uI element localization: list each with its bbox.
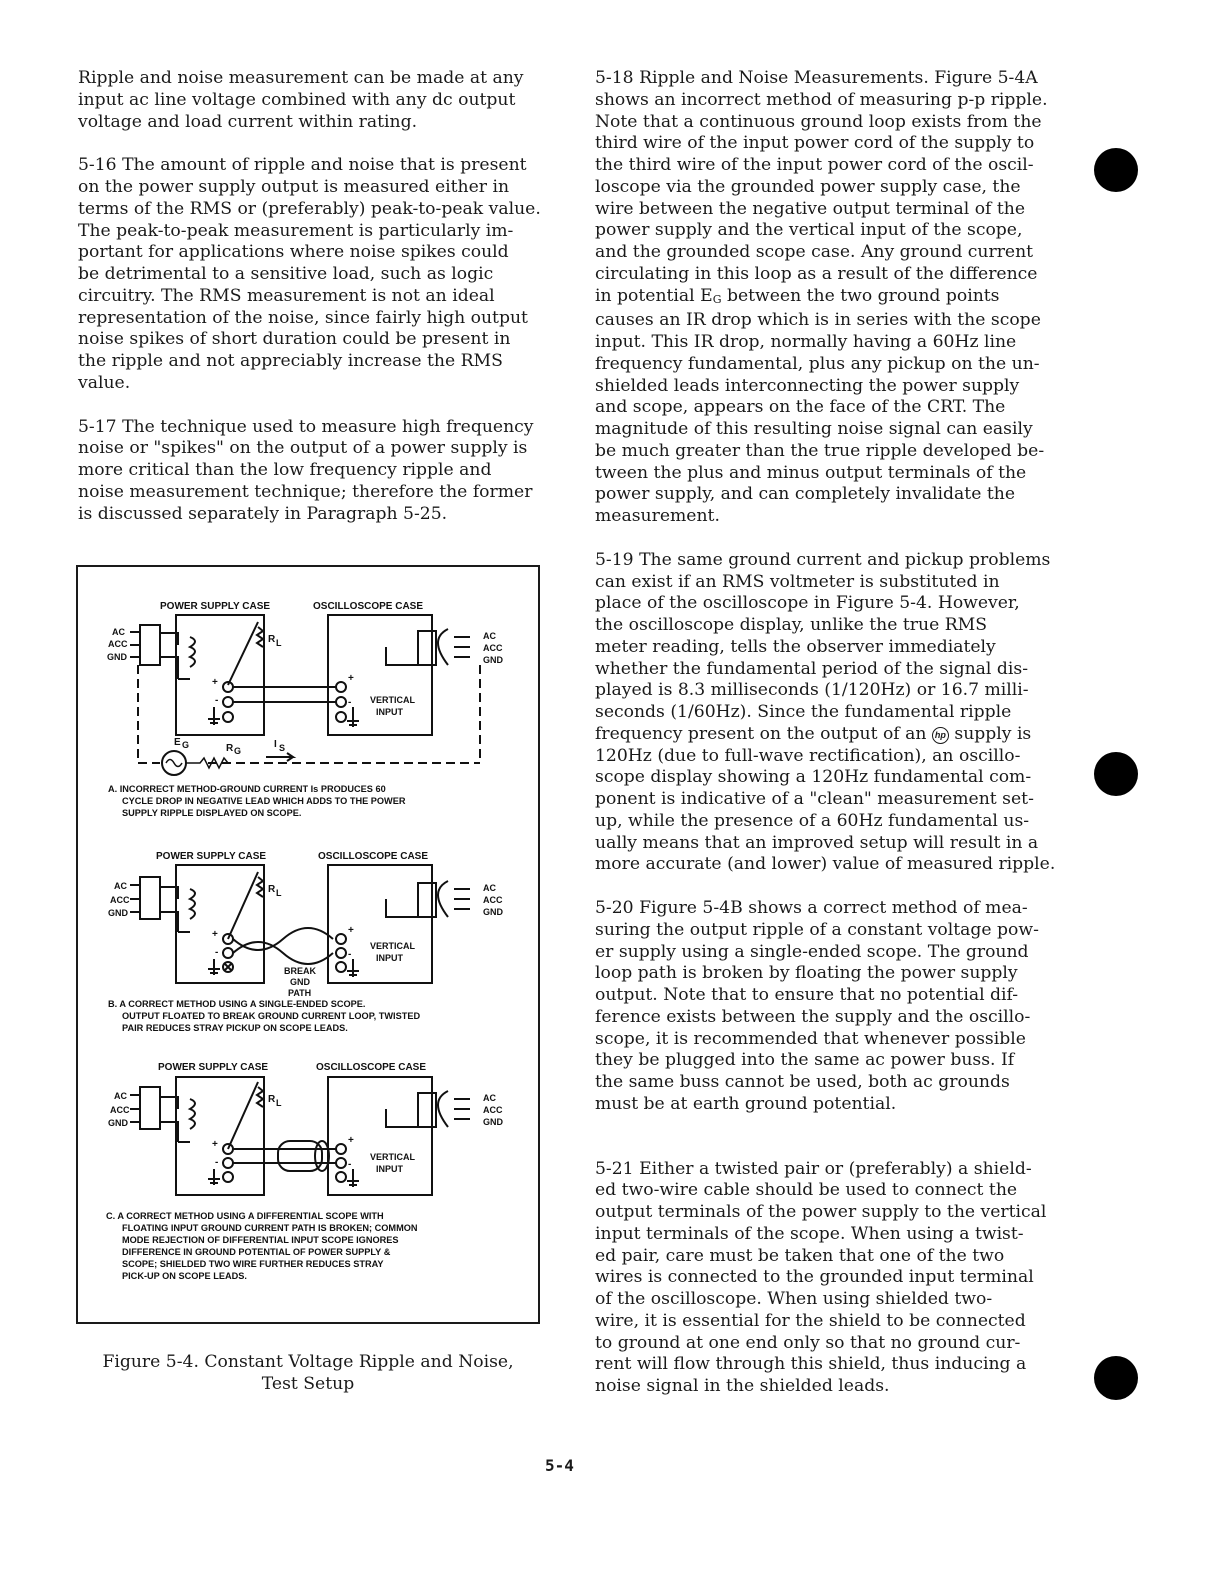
svg-text:INPUT: INPUT [376, 707, 403, 717]
punch-hole-bottom [1094, 1356, 1138, 1400]
svg-text:GND: GND [108, 908, 128, 918]
twisted-pair-b [233, 928, 333, 964]
transformer-a [190, 637, 195, 667]
scope-leads-a [233, 687, 336, 702]
paragraph-5-21: 5-21 Either a twisted pair or (preferably) a shield- ed two-wire cable should be used to connect the output terminals of the power supply to the vertical input terminals of the scope. When using a twist- ed pair, care must be taken that one of the two wires is connected to the grounded input terminal of the oscilloscope. When using shielded two- wire, it is essential for the shield to be connected to ground at one end only so that no ground cur- rent will flow through this shield, thus inducing a noise signal in the shielded leads. [595, 1158, 1047, 1396]
svg-text:E: E [174, 737, 181, 748]
svg-text:GND: GND [483, 1117, 503, 1127]
svg-text:-: - [348, 697, 352, 708]
caption-b-line-1: B. A CORRECT METHOD USING A SINGLE-ENDED SCOPE. [108, 999, 366, 1009]
scope-power-plug-c [438, 1091, 470, 1127]
oscilloscope-case-c [328, 1077, 432, 1195]
svg-text:PATH: PATH [288, 988, 312, 998]
svg-text:+: + [212, 929, 218, 940]
ground-symbol-scope-a [347, 707, 359, 727]
svg-text:-: - [215, 1157, 219, 1168]
power-supply-case-c [176, 1077, 264, 1195]
svg-text:GND: GND [290, 977, 310, 987]
transformer-c [190, 1099, 195, 1129]
load-resistor-c [228, 1082, 263, 1149]
paragraph-5-20: 5-20 Figure 5-4B shows a correct method of mea- suring the output ripple of a constant voltage pow- er supply using a single-ended scope. The ground loop path is broken by floating the power supply output. Note that to ensure that no potential dif- ference exists between the supply and the oscillo- scope, it is recommended that whenever possible they be plugged into the same ac power buss. If the same buss cannot be used, both ac grounds must be at earth ground potential. [595, 898, 1039, 1114]
caption-b-line-2: OUTPUT FLOATED TO BREAK GROUND CURRENT LOOP, TWISTED [122, 1011, 421, 1021]
power-plug-c [130, 1087, 190, 1142]
page-number: 5-4 [545, 1456, 574, 1475]
svg-text:G: G [234, 746, 242, 756]
ground-symbol-ps-c [208, 1169, 220, 1185]
caption-c-line-2: FLOATING INPUT GROUND CURRENT PATH IS BROKEN; COMMON [122, 1223, 418, 1233]
svg-text:ACC: ACC [110, 1105, 130, 1115]
svg-text:R: R [268, 634, 276, 645]
svg-text:+: + [212, 1139, 218, 1150]
svg-text:GND: GND [108, 1118, 128, 1128]
svg-text:AC: AC [114, 881, 127, 891]
svg-text:-: - [215, 695, 219, 706]
svg-text:R: R [268, 1094, 276, 1105]
svg-text:AC: AC [483, 1093, 496, 1103]
svg-text:AC: AC [483, 883, 496, 893]
power-supply-case-b [176, 865, 264, 983]
svg-text:L: L [276, 888, 282, 898]
svg-text:G: G [182, 740, 190, 750]
svg-text:GND: GND [107, 652, 127, 662]
scope-power-plug-a [438, 629, 470, 665]
left-column [78, 68, 563, 547]
oscilloscope-case-label-a: OSCILLOSCOPE CASE [313, 601, 424, 612]
break-gnd-x-b [224, 963, 232, 971]
load-resistor-b [228, 872, 263, 939]
svg-text:L: L [276, 1098, 282, 1108]
caption-a-line-1: A. INCORRECT METHOD-GROUND CURRENT Is PRODUCES 60 [108, 784, 386, 794]
svg-text:+: + [348, 673, 354, 684]
svg-text:L: L [276, 638, 282, 648]
power-supply-case-a [176, 615, 264, 735]
svg-text:AC: AC [112, 627, 125, 637]
ground-symbol-scope-c [347, 1169, 359, 1187]
load-resistor-a [228, 622, 263, 685]
power-supply-case-label-c: POWER SUPPLY CASE [158, 1062, 269, 1073]
intro-paragraph: Ripple and noise measurement can be made at any input ac line voltage combined with any dc output voltage and load current within rating. [78, 68, 524, 132]
power-plug-b [130, 877, 190, 932]
svg-text:S: S [279, 743, 286, 753]
svg-text:+: + [348, 1135, 354, 1146]
svg-text:AC: AC [483, 631, 496, 641]
scope-power-cord-b [386, 883, 436, 917]
svg-text:R: R [268, 884, 276, 895]
transformer-b [190, 889, 195, 919]
svg-text:R: R [226, 743, 234, 754]
caption-c-line-1: C. A CORRECT METHOD USING A DIFFERENTIAL SCOPE WITH [106, 1211, 384, 1221]
svg-text:ACC: ACC [483, 1105, 503, 1115]
figure-5-4-box [76, 565, 540, 1324]
svg-text:-: - [348, 1159, 352, 1170]
caption-c-line-6: PICK-UP ON SCOPE LEADS. [122, 1271, 247, 1281]
svg-text:+: + [212, 677, 218, 688]
caption-c-line-5: SCOPE; SHIELDED TWO WIRE FURTHER REDUCES STRAY [122, 1259, 384, 1269]
diagram-c [106, 1062, 504, 1281]
svg-text:GND: GND [483, 655, 503, 665]
rg-resistor-a [186, 758, 228, 768]
scope-power-cord-a [386, 631, 436, 665]
svg-text:BREAK: BREAK [284, 966, 317, 976]
punch-hole-top [1094, 148, 1138, 192]
shielded-cable-leads-c [233, 1149, 336, 1163]
oscilloscope-case-label-c: OSCILLOSCOPE CASE [316, 1062, 427, 1073]
caption-c-line-3: MODE REJECTION OF DIFFERENTIAL INPUT SCOPE IGNORES [122, 1235, 399, 1245]
paragraph-5-18: 5-18 Ripple and Noise Measurements. Figure 5-4A shows an incorrect method of measuring p-p ripple. Note that a continuous ground loop exists from the third wire of the input power cord of the supply to the third wire of the input power cord of the oscil- loscope via the grounded power supply case, the wire between the negative output terminal of the power supply and the vertical input of the scope, and the grounded scope case. Any ground current circulating in this loop as a result of the difference in potential EG between the two ground points causes an IR drop which is in series with the scope input. This IR drop, normally having a 60Hz line frequency fundamental, plus any pickup on the un- shielded leads interconnecting the power supply and scope, appears on the face of the CRT. The magnitude of this resulting noise signal can easily be much greater than the true ripple developed be- tween the plus and minus output terminals of the power supply, and can completely invalidate the measurement. [595, 68, 1048, 526]
caption-a-line-2: CYCLE DROP IN NEGATIVE LEAD WHICH ADDS TO THE POWER [122, 796, 406, 806]
svg-text:GND: GND [483, 907, 503, 917]
caption-c-line-4: DIFFERENCE IN GROUND POTENTIAL OF POWER SUPPLY & [122, 1247, 391, 1257]
svg-text:VERTICAL: VERTICAL [370, 941, 415, 951]
diagram-b [108, 851, 504, 1033]
right-column [595, 68, 1075, 1420]
paragraph-5-16: 5-16 The amount of ripple and noise that is present on the power supply output is measured either in terms of the RMS or (preferably) peak-to-peak value. The peak-to-peak measurement is particularly im- portant for applications where noise spikes could be detrimental to a sensitive load, such as logic circuitry. The RMS measurement is not an ideal representation of the noise, since fairly high output noise spikes of short duration could be present in the ripple and not appreciably increase the RMS value. [78, 155, 541, 393]
svg-text:ACC: ACC [483, 895, 503, 905]
ground-symbol-ps-a [208, 707, 220, 725]
power-supply-case-label-b: POWER SUPPLY CASE [156, 851, 267, 862]
svg-text:VERTICAL: VERTICAL [370, 1152, 415, 1162]
figure-caption: Figure 5-4. Constant Voltage Ripple and Noise, Test Setup [102, 1352, 514, 1394]
hp-logo-icon: hp [932, 727, 949, 744]
paragraph-5-17: 5-17 The technique used to measure high frequency noise or "spikes" on the output of a power supply is more critical than the low frequency ripple and noise measurement technique; therefore the former is discussed separately in Paragraph 5-25. [78, 416, 534, 524]
svg-text:+: + [348, 925, 354, 936]
oscilloscope-case-a [328, 615, 432, 735]
scope-power-cord-c [386, 1093, 436, 1127]
svg-text:-: - [215, 947, 219, 958]
punch-hole-middle [1094, 752, 1138, 796]
oscilloscope-case-b [328, 865, 432, 983]
svg-text:ACC: ACC [110, 895, 130, 905]
scope-power-plug-b [438, 881, 470, 917]
svg-text:INPUT: INPUT [376, 953, 403, 963]
ground-symbol-scope-b [347, 959, 359, 977]
svg-text:I: I [274, 739, 277, 750]
svg-text:VERTICAL: VERTICAL [370, 695, 415, 705]
figure-5-4-diagram [78, 567, 538, 1322]
svg-text:-: - [348, 949, 352, 960]
svg-text:AC: AC [114, 1091, 127, 1101]
power-supply-case-label-a: POWER SUPPLY CASE [160, 601, 271, 612]
oscilloscope-case-label-b: OSCILLOSCOPE CASE [318, 851, 429, 862]
caption-a-line-3: SUPPLY RIPPLE DISPLAYED ON SCOPE. [122, 808, 302, 818]
svg-text:ACC: ACC [483, 643, 503, 653]
paragraph-5-19: 5-19 The same ground current and pickup problems can exist if an RMS voltmeter is substituted in place of the oscilloscope in Figure 5-4. However, the oscilloscope display, unlike the true RMS meter reading, tells the observer immediately whether the fundamental period of the signal dis- played is 8.3 milliseconds (1/120Hz) or 16.7 milli- seconds (1/60Hz). Since the fundamental ripple frequency present on the output of an hp supply is 120Hz (due to full-wave rectification), an oscillo- scope display showing a 120Hz fundamental com- ponent is indicative of a "clean" measurement set- up, while the presence of a 60Hz fundamental us- ually means that an improved setup will result in a more accurate (and lower) value of measured ripple. [595, 549, 1056, 875]
svg-text:ACC: ACC [108, 639, 128, 649]
diagram-a [107, 601, 504, 818]
current-arrow-a [266, 753, 293, 761]
ground-symbol-ps-b [208, 959, 220, 975]
svg-text:INPUT: INPUT [376, 1164, 403, 1174]
caption-b-line-3: PAIR REDUCES STRAY PICKUP ON SCOPE LEADS. [122, 1023, 348, 1033]
